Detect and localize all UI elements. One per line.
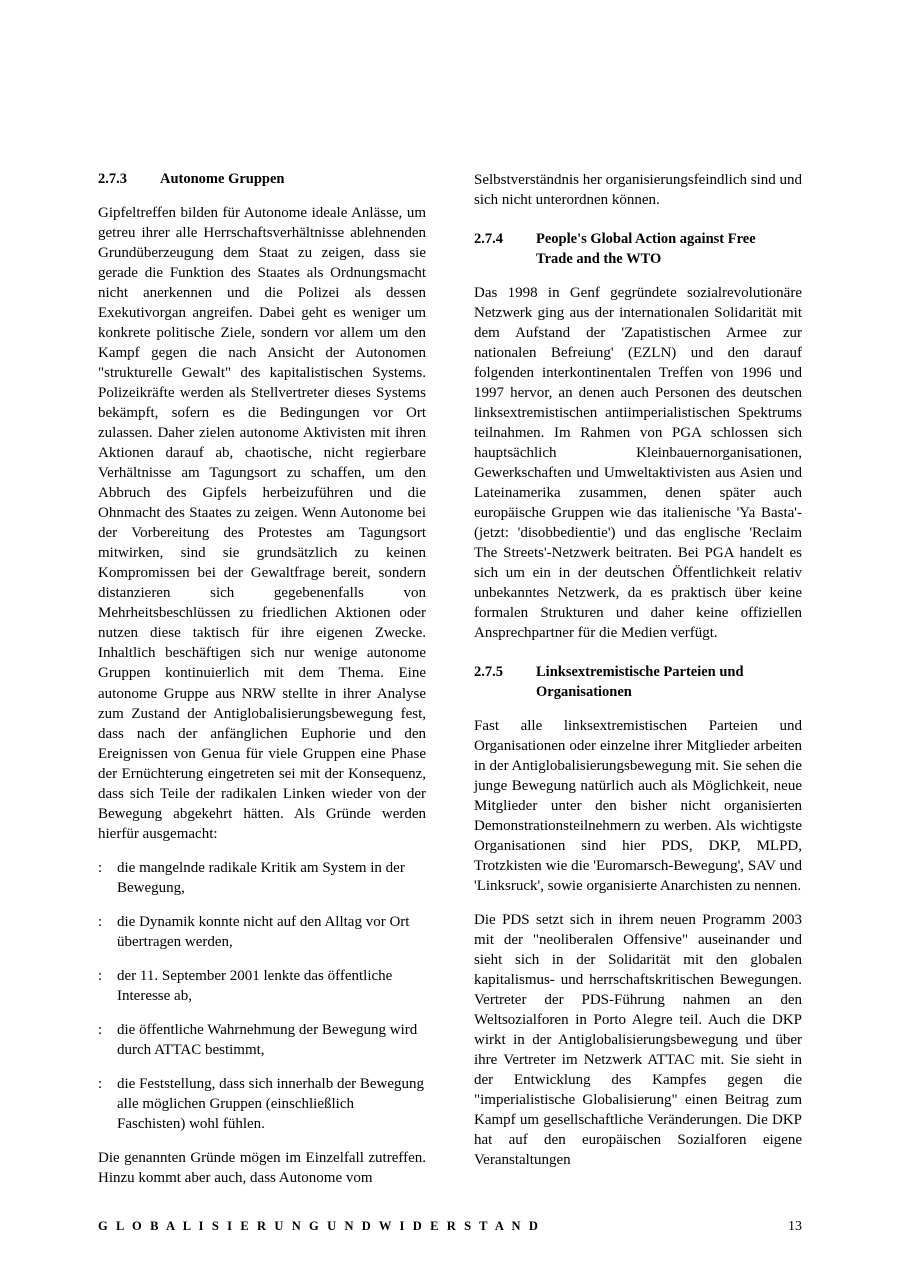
- list-item: [98, 912, 426, 952]
- footer-title: G L O B A L I S I E R U N G U N D W I D E R S T A N D: [98, 1219, 541, 1233]
- section-title: Autonome Gruppen: [160, 171, 285, 187]
- section-heading-2-7-3: [98, 170, 426, 189]
- bullet-marker: :: [98, 913, 103, 930]
- section-number: 2.7.5: [474, 664, 503, 681]
- bullet-marker: :: [98, 1075, 103, 1092]
- page-number: 13: [788, 1219, 802, 1234]
- bullet-marker: :: [98, 1021, 103, 1038]
- page-footer: [98, 1219, 802, 1235]
- list-item-text: die Dynamik konnte nicht auf den Alltag vor Ort übertragen werden,: [117, 913, 410, 950]
- list-item-text: die öffentliche Wahrnehmung der Bewegung wird durch ATTAC bestimmt,: [117, 1021, 418, 1058]
- page-content: [98, 170, 803, 1186]
- bullet-list: [98, 858, 426, 1148]
- list-item: [98, 858, 426, 898]
- paragraph: Gipfeltreffen bilden für Autonome ideale Anlässe, um getreu ihrer alle Herrschaftsverhältnisse ablehnenden Grundüberzeugung dem Staat zu zeigen, dass sie gerade die Funktion des Staates als Ordnungsmacht nicht anerkennen und die Polizei als dessen Exekutivorgan angreifen. Dabei geht es weniger um konkrete politische Ziele, sondern vor allem um den Kampf gegen die nach Ansicht der Autonomen "strukturelle Gewalt" des kapitalistischen Systems. Polizeikräfte werden als Stellvertreter dieses Systems bekämpft, sofern es die Bedingungen vor Ort zulassen. Daher zielen autonome Aktivisten mit ihren Aktionen darauf ab, chaotische, nicht regierbare Verhältnisse am Tagungsort zu schaffen, um den Abbruch des Gipfels herbeizuführen und die Ohnmacht des Staates zu zeigen. Wenn Autonome bei der Vorbereitung des Protestes am Tagungsort mitwirken, sind sie grundsätzlich zu keinen Kompromissen bei der Gewaltfrage bereit, sondern distanzieren sich gegebenenfalls von Mehrheitsbeschlüssen zu friedlichen Aktionen oder nutzen diese taktisch für ihre eigenen Zwecke. Inhaltlich beschäftigen sich nur wenige autonome Gruppen kontinuierlich mit dem Thema. Eine autonome Gruppe aus NRW stellte in ihrer Analyse zum Zustand der Antiglobalisierungsbewegung fest, dass nach der anfänglichen Euphorie und den Ereignissen von Genua für viele Gruppen eine Phase der Ernüchterung eingetreten sei mit der Konsequenz, dass sich Teile der radikalen Linken wieder von der Bewegung abgekehrt hätten. Als Gründe werden hierfür ausgemacht:: [98, 205, 426, 842]
- list-item-text: der 11. September 2001 lenkte das öffentliche Interesse ab,: [117, 967, 393, 1004]
- section-title: [536, 663, 802, 701]
- paragraph: Die PDS setzt sich in ihrem neuen Programm 2003 mit der "neoliberalen Offensive" auseinander und sieht sich in der Solidarität mit den globalen kapitalismus- und herrschaftskritischen Bewegungen. Vertreter der PDS-Führung nahmen an den Weltsozialforen in Porto Alegre teil. Auch die DKP wirkt in der Antiglobalisierungsbewegung und über ihre Vertreter im Netzwerk ATTAC mit. Sie sieht in der Entwicklung des Kampfes gegen die "imperialistische Globalisierung" einen Beitrag zum Kampf um gesellschaftliche Veränderungen. Die DKP hat auf den europäischen Sozialforen eigene Veranstaltungen: [474, 911, 802, 1168]
- list-item-text: die Feststellung, dass sich innerhalb der Bewegung alle möglichen Gruppen (einschließlich Faschisten) wohl fühlen.: [117, 1075, 425, 1132]
- section-number: 2.7.3: [98, 171, 127, 187]
- list-item-text: die mangelnde radikale Kritik am System in der Bewegung,: [117, 859, 405, 896]
- list-item: [98, 1074, 426, 1134]
- list-item: [98, 1020, 426, 1060]
- bullet-marker: :: [98, 859, 103, 876]
- paragraph: Das 1998 in Genf gegründete sozialrevolutionäre Netzwerk ging aus der internationalen Solidarität mit dem Aufstand der 'Zapatistischen Armee zur nationalen Befreiung' (EZLN) und den darauf folgenden interkontinentalen Treffen von 1996 und 1997 hervor, an denen auch Personen des deutschen linksextremistischen antiimperialistischen Spektrums teilnahmen. Im Rahmen von PGA schlossen sich hauptsächlich Kleinbauernorganisationen, Gewerkschaften und Umweltaktivisten aus Asien und Lateinamerika zusammen, denen später auch europäische Gruppen wie das italienische 'Ya Basta'- (jetzt: 'disobbedientie') und das englische 'Reclaim The Streets'-Netzwerk beitraten. Bei PGA handelt es sich um ein in der deutschen Öffentlichkeit relativ unbekanntes Netzwerk, da es praktisch über keine formalen Strukturen und daher keine offiziellen Ansprechpartner für die Medien verfügt.: [474, 284, 802, 641]
- paragraph: Die genannten Gründe mögen im Einzelfall zutreffen. Hinzu kommt aber auch, dass Autonome vom: [98, 1149, 426, 1186]
- section-heading-2-7-5: [474, 663, 802, 701]
- paragraph-continuation: Selbstverständnis her organisierungsfeindlich sind und sich nicht unterordnen können.: [474, 172, 803, 209]
- section-title-line2: Organisationen: [536, 683, 632, 700]
- right-column: [474, 170, 802, 1170]
- section-title: [536, 230, 802, 268]
- section-number: 2.7.4: [474, 231, 503, 248]
- section-title-line1: People's Global Action against Free: [536, 231, 756, 248]
- bullet-marker: :: [98, 967, 103, 984]
- section-title-line1: Linksextremistische Parteien und: [536, 664, 744, 681]
- paragraph: Fast alle linksextremistischen Parteien und Organisationen oder einzelne ihrer Mitglieder arbeiten in der Antiglobalisierungsbewegung mit. Sie sehen die junge Bewegung natürlich auch als Möglichkeit, neue Mitglieder unter den bisher nicht organisierten Demonstrationsteilnehmern zu werben. Als wichtigste Organisationen sind hier PDS, DKP, MLPD, Trotzkisten wie die 'Euromarsch-Bewegung', SAV und 'Linksruck', sowie organisierte Anarchisten zu nennen.: [474, 717, 802, 894]
- left-column: [98, 170, 426, 1186]
- section-title-line2: Trade and the WTO: [536, 250, 662, 267]
- section-heading-2-7-4: [474, 230, 802, 268]
- list-item: [98, 966, 426, 1006]
